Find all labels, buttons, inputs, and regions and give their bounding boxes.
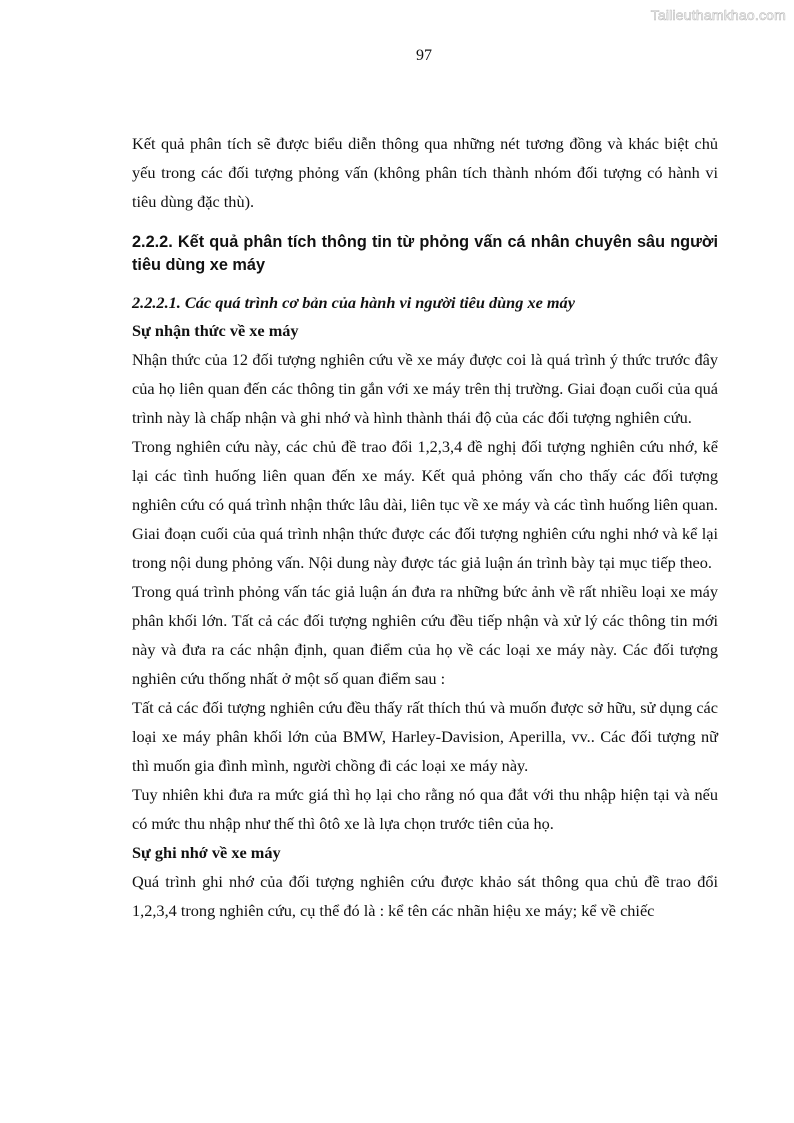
subsection-title: 2.2.2.1. Các quá trình cơ bản của hành vi người tiêu dùng xe máy xyxy=(132,293,575,312)
heading-memory: Sự ghi nhớ về xe máy xyxy=(132,843,281,862)
paragraph: Trong nghiên cứu này, các chủ đề trao đổi 1,2,3,4 đề nghị đối tượng nghiên cứu nhớ, kể lại các tình huống liên quan đến xe máy. Kết quả phỏng vấn cho thấy các đối tượng nghiên cứu có quá trình nhận thức lâu dài, liên tục về xe máy và các tình huống liên quan. xyxy=(132,437,718,514)
paragraph: Trong quá trình phỏng vấn tác giả luận án đưa ra những bức ảnh về rất nhiều loại xe máy phân khối lớn. Tất cả các đối tượng nghiên cứu đều tiếp nhận và xử lý các thông tin mới này và đưa ra các nhận định, quan điểm của họ về các loại xe máy này. Các đối tượng nghiên cứu thống nhất ở một số quan điểm sau : xyxy=(132,582,718,688)
section-title: 2.2.2. Kết quả phân tích thông tin từ phỏng vấn cá nhân chuyên sâu người tiêu dùng xe máy xyxy=(132,233,718,274)
paragraph: Quá trình ghi nhớ của đối tượng nghiên cứu được khảo sát thông qua chủ đề trao đổi 1,2,3,4 trong nghiên cứu, cụ thể đó là : kể tên các nhãn hiệu xe máy; kể về chiếc xyxy=(132,872,718,920)
paragraph: Tuy nhiên khi đưa ra mức giá thì họ lại cho rằng nó qua đắt với thu nhập hiện tại và nếu có mức thu nhập như thế thì ôtô xe là lựa chọn trước tiên của họ. xyxy=(132,785,718,833)
heading-awareness: Sự nhận thức về xe máy xyxy=(132,321,299,340)
paragraph: Nhận thức của 12 đối tượng nghiên cứu về xe máy được coi là quá trình ý thức trước đây của họ liên quan đến các thông tin gắn với xe máy trên thị trường. Giai đoạn cuối của quá trình này là chấp nhận và ghi nhớ và hình thành thái độ của các đối tượng nghiên cứu. xyxy=(132,350,718,427)
paragraph: Giai đoạn cuối của quá trình nhận thức được các đối tượng nghiên cứu nghi nhớ và kể lại trong nội dung phỏng vấn. Nội dung này được tác giả luận án trình bày tại mục tiếp theo. xyxy=(132,524,718,572)
intro-paragraph: Kết quả phân tích sẽ được biểu diễn thông qua những nét tương đồng và khác biệt chủ yếu trong các đối tượng phỏng vấn (không phân tích thành nhóm đối tượng có hành vi tiêu dùng đặc thù). xyxy=(132,134,718,211)
page-number: 97 xyxy=(416,47,432,64)
watermark: Tailieuthamkhao.com xyxy=(650,7,786,23)
document-body xyxy=(132,129,718,925)
paragraph: Tất cả các đối tượng nghiên cứu đều thấy rất thích thú và muốn được sở hữu, sử dụng các loại xe máy phân khối lớn của BMW, Harley-Davision, Aperilla, vv.. Các đối tượng nữ thì muốn gia đình mình, người chồng đi các loại xe máy này. xyxy=(132,698,718,775)
